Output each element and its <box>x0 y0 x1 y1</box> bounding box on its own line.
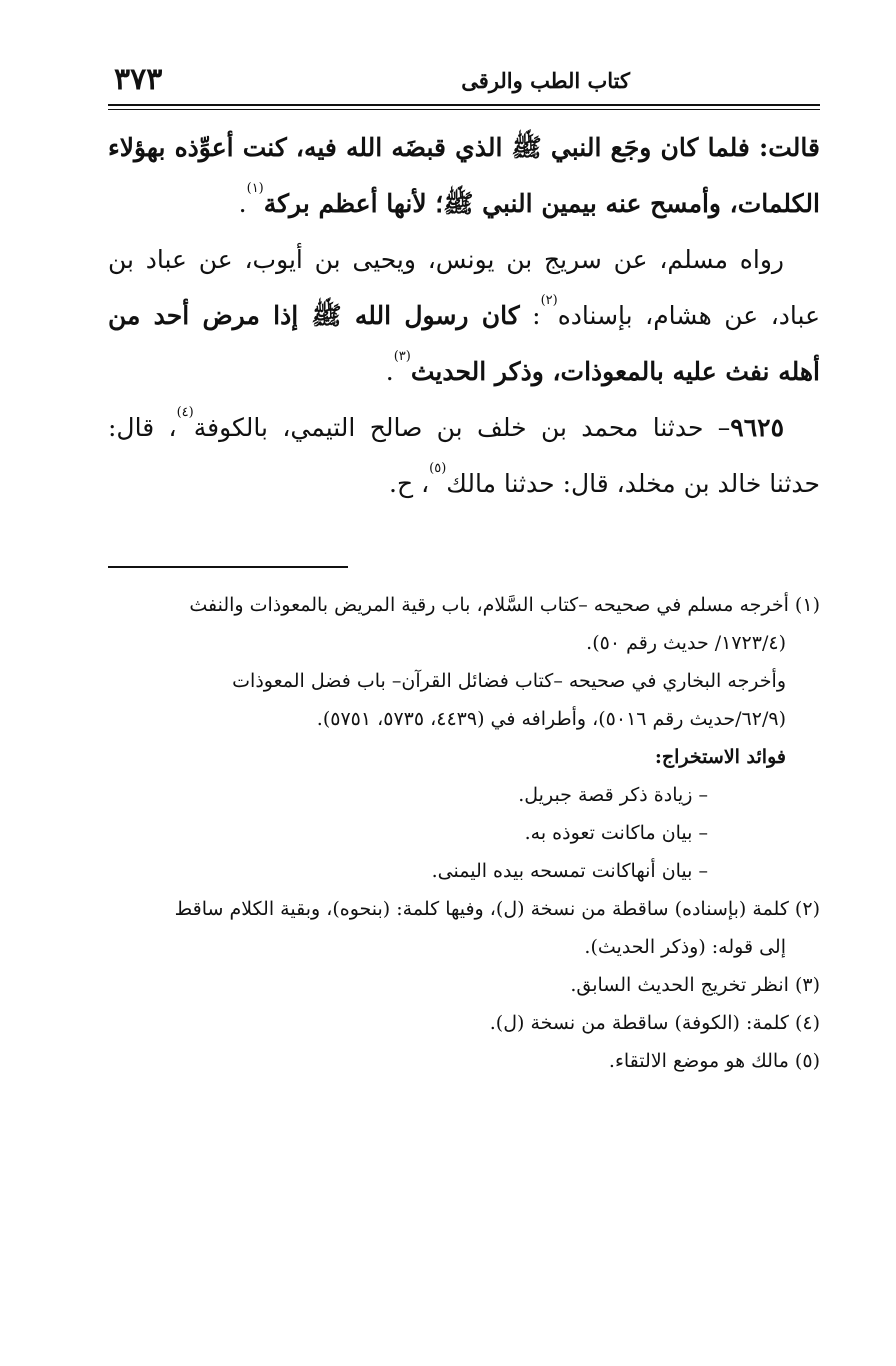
footnote-1-line-1: (١) أخرجه مسلم في صحيحه –كتاب السَّلام، باب رقية المريض بالمعوذات والنفث <box>189 594 820 616</box>
header-rule-thin <box>108 109 820 110</box>
footnote-1-line-3: وأخرجه البخاري في صحيحه –كتاب فضائل القرآن– باب فضل المعوذات <box>232 670 786 692</box>
benefits-title: فوائد الاستخراج: <box>654 746 786 768</box>
page-number: ٣٧٣ <box>114 62 163 97</box>
footnote-3: (٣) انظر تخريج الحديث السابق. <box>570 974 820 996</box>
footnotes <box>108 586 820 1080</box>
footnote-ref-5: (٥) <box>429 461 447 476</box>
paragraph-muslim-chain: رواه مسلم، عن سريج بن يونس، ويحيى بن أيوب، عن عباد بن عباد، عن هشام، بإسناده$^{(٢)}$: كان رسول الله ﷺ إذا مرض أحد من أهله نفث عليه بالمعوذات، وذكر الحديث$^{(٣)}$. <box>108 245 821 386</box>
footnote-ref-1: (١) <box>246 181 264 196</box>
page-header <box>108 60 820 102</box>
main-text <box>108 120 820 512</box>
footnote-2-line-2: إلى قوله: (وذكر الحديث). <box>584 936 786 958</box>
footnote-separator <box>108 566 348 568</box>
book-page <box>108 60 821 1072</box>
running-title: كتاب الطب والرقى <box>461 68 630 93</box>
hadith-number: ٩٦٢٥ <box>730 413 784 442</box>
footnote-ref-2: (٢) <box>540 293 558 308</box>
footnote-ref-3: (٣) <box>393 349 411 364</box>
paragraph-hadith-9625: ٩٦٢٥– حدثنا محمد بن خلف بن صالح التيمي، بالكوفة$^{(٤)}$، قال: حدثنا خالد بن مخلد، قال: حدثنا مالك$^{(٥)}$، ح. <box>108 405 820 498</box>
benefit-item: – بيان أنهاكانت تمسحه بيده اليمنى. <box>431 860 708 882</box>
footnote-ref-4: (٤) <box>176 405 194 420</box>
footnote-4: (٤) كلمة: (الكوفة) ساقطة من نسخة (ل). <box>489 1012 820 1034</box>
benefit-item: – بيان ماكانت تعوذه به. <box>524 822 708 844</box>
header-rule-thick <box>108 104 820 106</box>
footnote-1-line-2: (١٧٢٣/٤/ حديث رقم ٥٠). <box>586 632 786 654</box>
footnote-1-line-4: (٦٢/٩/حديث رقم ٥٠١٦)، وأطرافه في (٤٤٣٩، ٥٧٣٥، ٥٧٥١). <box>316 708 786 730</box>
paragraph-hadith-end: قالت: فلما كان وجَع النبي ﷺ الذي قبضَه الله فيه، كنت أعوِّذه بهؤلاء الكلمات، وأمسح عنه بيمين النبي ﷺ؛ لأنها أعظم بركة$^{(١)}$. <box>108 133 820 218</box>
benefit-item: – زيادة ذكر قصة جبريل. <box>518 784 708 806</box>
footnote-2-line-1: (٢) كلمة (بإسناده) ساقطة من نسخة (ل)، وفيها كلمة: (بنحوه)، وبقية الكلام ساقط <box>174 898 820 920</box>
footnote-5: (٥) مالك هو موضع الالتقاء. <box>608 1050 820 1072</box>
